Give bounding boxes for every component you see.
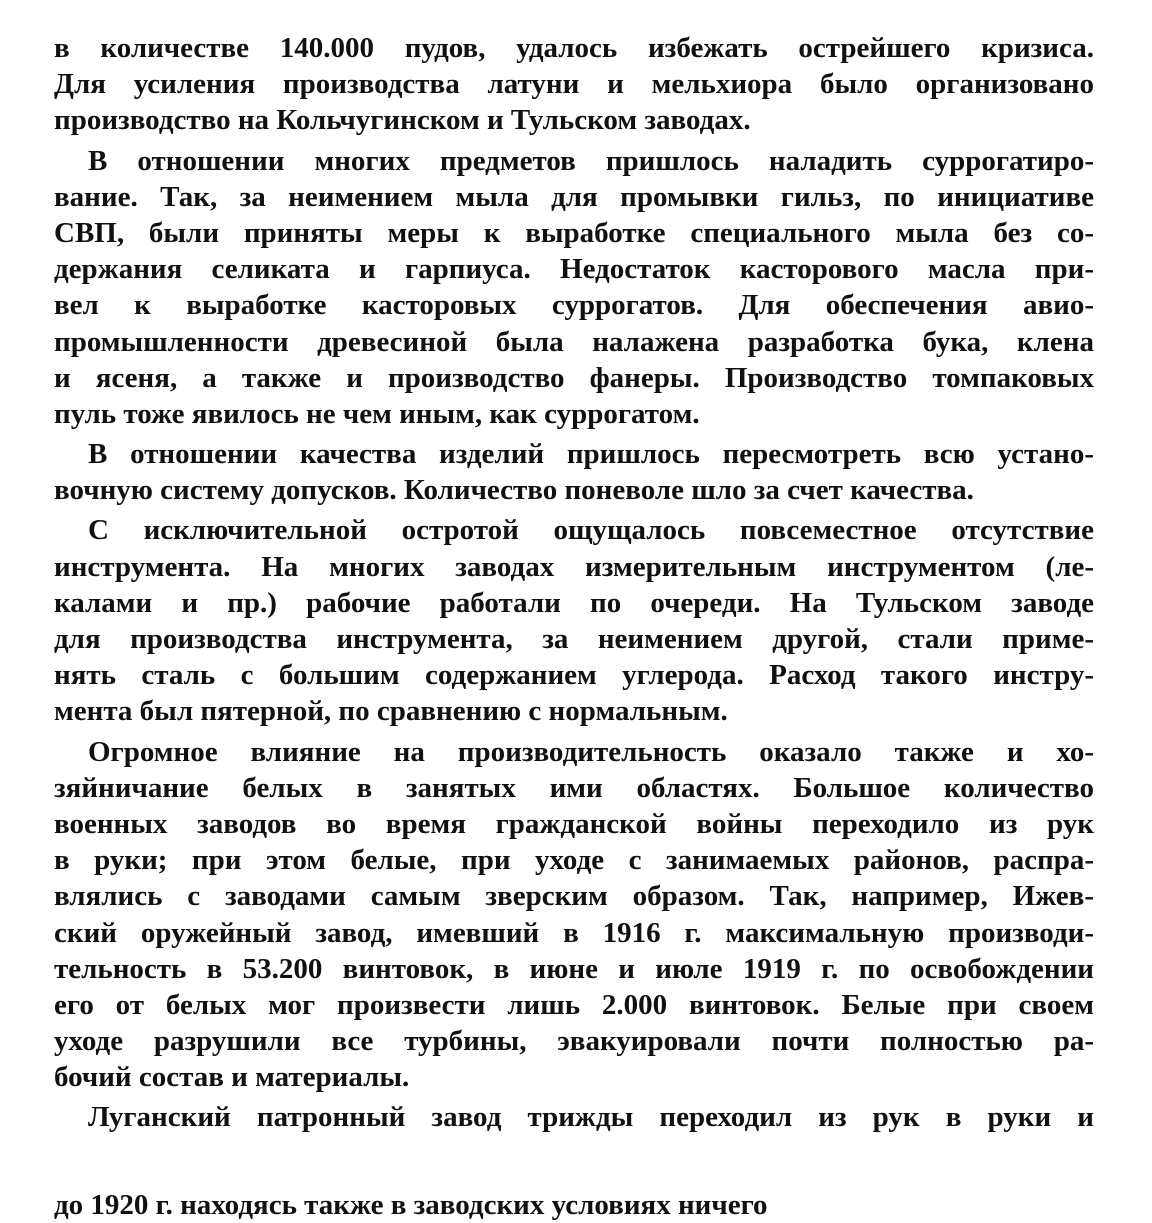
text-line: промышленности древесиной была налажена разработка бука, клена (54, 325, 1094, 358)
text-line: Для усиления производства латуни и мельхиора было организовано (54, 68, 1094, 101)
paragraph-3 (54, 436, 1094, 508)
text-line: В отношении качества изделий пришлось пересмотреть всю устано- (88, 438, 1094, 471)
paragraph-5 (54, 734, 1094, 1096)
text-line: СВП, были приняты меры к выработке специального мыла без со- (54, 216, 1094, 249)
paragraph-4 (54, 512, 1094, 729)
text-line: Огромное влияние на производительность оказало также и хо- (88, 735, 1094, 768)
text-line: Луганский патронный завод трижды переходил из рук в руки и (88, 1101, 1094, 1134)
document-page (54, 30, 1094, 1140)
text-line: вел к выработке касторовых суррогатов. Для обеспечения авио- (54, 289, 1094, 322)
text-line: нять сталь с большим содержанием углерода. Расход такого инстру- (54, 659, 1094, 692)
text-line: С исключительной остротой ощущалось повсеместное отсутствие (88, 514, 1094, 547)
text-line: и ясеня, а также и производство фанеры. Производство томпаковых (54, 361, 1094, 394)
text-line: его от белых мог произвести лишь 2.000 винтовок. Белые при своем (54, 988, 1094, 1021)
text-line: зяйничание белых в занятых ими областях. Большое количество (54, 771, 1094, 804)
text-line: для производства инструмента, за неимением другой, стали приме- (54, 623, 1094, 655)
text-line: в руки; при этом белые, при уходе с занимаемых районов, распра- (54, 844, 1094, 877)
text-line: инструмента. На многих заводах измерительным инструментом (ле- (54, 550, 1094, 583)
paragraph-6 (54, 1099, 1094, 1135)
text-line: держания селиката и гарпиуса. Недостаток касторового масла при- (54, 253, 1094, 286)
text-line: уходе разрушили все турбины, эвакуировали почти полностью ра- (54, 1025, 1094, 1058)
paragraph-1 (54, 30, 1094, 139)
text-line: мента был пятерной, по сравнению с нормальным. (54, 695, 728, 728)
text-line: калами и пр.) рабочие работали по очереди. На Тульском заводе (54, 586, 1094, 619)
text-line: пуль тоже явилось не чем иным, как суррогатом. (54, 397, 700, 430)
cut-off-line (54, 1187, 1094, 1221)
text-line: производство на Кольчугинском и Тульском заводах. (54, 104, 751, 137)
text-line: вочную систему допусков. Количество поневоле шло за счет качества. (54, 474, 974, 507)
text-line: тельность в 53.200 винтовок, в июне и июле 1919 г. по освобождении (54, 952, 1094, 985)
text-line: ский оружейный завод, имевший в 1916 г. максимальную производи- (54, 916, 1094, 949)
text-line-partial: до 1920 г. находясь также в заводских условиях ничего (54, 1189, 768, 1221)
text-line: влялись с заводами самым зверским образом. Так, например, Ижев- (54, 880, 1094, 913)
text-line: военных заводов во время гражданской войны переходило из рук (54, 807, 1094, 840)
text-line: В отношении многих предметов пришлось наладить суррогатиро- (88, 144, 1094, 177)
text-line: в количестве 140.000 пудов, удалось избежать острейшего кризиса. (54, 32, 1094, 64)
text-line: вание. Так, за неимением мыла для промывки гильз, по инициативе (54, 180, 1094, 213)
text-line: бочий состав и материалы. (54, 1061, 410, 1094)
paragraph-2 (54, 143, 1094, 433)
